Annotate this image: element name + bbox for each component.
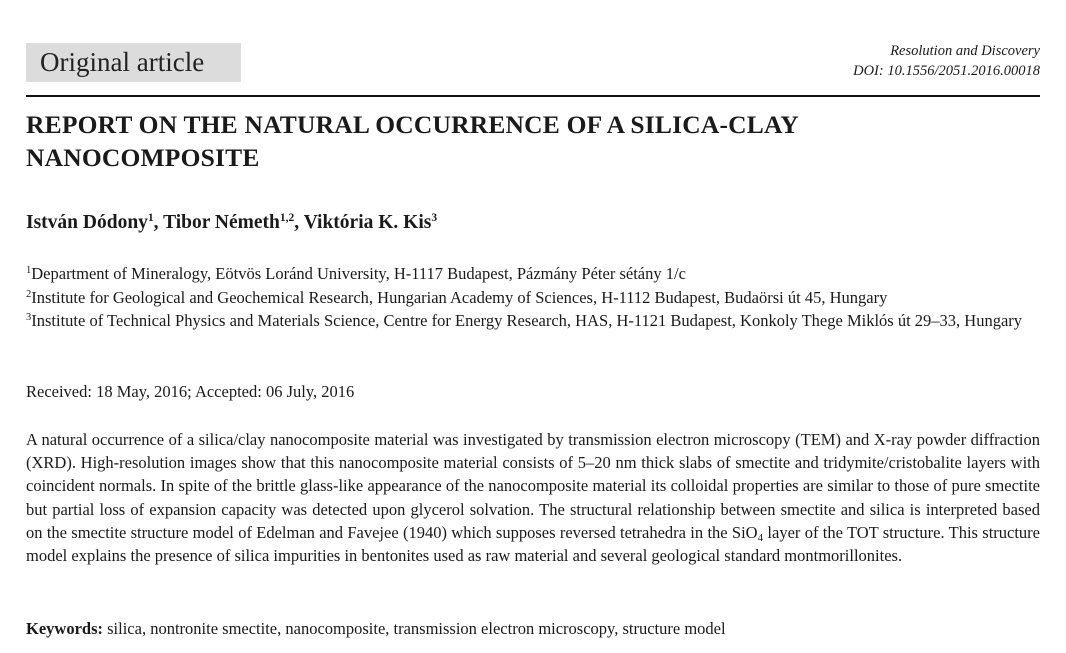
affiliation-text: Institute of Technical Physics and Materials Science, Centre for Energy Research, HAS, H-1121 Budapest, Konkoly Thege Miklós út 29–33, Hungary — [31, 311, 1023, 330]
journal-info — [853, 41, 1040, 81]
received-accepted-dates: Received: 18 May, 2016; Accepted: 06 July, 2016 — [26, 382, 355, 401]
affiliation-text: Department of Mineralogy, Eötvös Loránd University, H-1117 Budapest, Pázmány Péter sétány 1/c — [31, 264, 686, 283]
journal-name: Resolution and Discovery — [890, 43, 1040, 59]
abstract-text-part-2: layer of the TOT structure. This structure model explains the presence of silica impurities in bentonites used as raw material and several geological standard montmorillonites. — [26, 522, 1041, 566]
author-name[interactable]: István Dódony — [26, 212, 148, 233]
author-name[interactable]: Viktória K. Kis — [303, 212, 432, 233]
article-title — [26, 108, 1036, 174]
author-affiliation-ref: 1,2 — [279, 212, 295, 224]
author-affiliation-ref: 3 — [431, 212, 438, 224]
affiliation-number: 3 — [26, 312, 32, 323]
doi[interactable]: DOI: 10.1556/2051.2016.00018 — [853, 63, 1040, 79]
affiliation-item — [26, 309, 1040, 333]
keywords-list: silica, nontronite smectite, nanocomposite, transmission electron microscopy, structure model — [103, 619, 726, 638]
header-divider — [26, 95, 1040, 97]
affiliation-text: Institute for Geological and Geochemical Research, Hungarian Academy of Sciences, H-1112 Budapest, Budaörsi út 45, Hungary — [31, 287, 888, 307]
abstract-subscript: 4 — [757, 531, 764, 544]
affiliation-number: 1 — [26, 265, 32, 276]
affiliations — [26, 262, 1040, 333]
title-line-1: REPORT ON THE NATURAL OCCURRENCE OF A SILICA-CLAY — [26, 110, 799, 139]
article-type-label — [26, 43, 241, 82]
abstract — [26, 428, 1040, 567]
author-separator: , — [153, 212, 164, 233]
keywords-label: Keywords: — [26, 619, 103, 638]
author-list — [26, 210, 437, 236]
affiliation-item — [26, 262, 1040, 286]
affiliation-item — [26, 286, 1040, 310]
keywords — [26, 617, 726, 640]
author-affiliation-ref: 1 — [147, 212, 154, 224]
author-name[interactable]: Tibor Németh — [163, 212, 280, 233]
abstract-text-part-1: A natural occurrence of a silica/clay nanocomposite material was investigated by transmission electron microscopy (TEM) and X-ray powder diffraction (XRD). High-resolution images show that this nanocomposite material consists of 5–20 nm thick slabs of smectite and tridymite/cristobalite layers with coincident normals. In spite of the brittle glass-like appearance of the nanocomposite material its colloidal properties are similar to those of pure smectite but partial loss of expansion capacity was detected upon glycerol solvation. The structural relationship between smectite and silica is interpreted based on the smectite structure model of Edelman and Favejee (1940) which supposes reversed tetrahedra in the SiO — [26, 430, 1040, 542]
affiliation-number: 2 — [26, 288, 32, 300]
article-type-text: Original article — [40, 47, 205, 77]
title-line-2: NANOCOMPOSITE — [26, 143, 260, 172]
author-separator: , — [294, 212, 304, 233]
